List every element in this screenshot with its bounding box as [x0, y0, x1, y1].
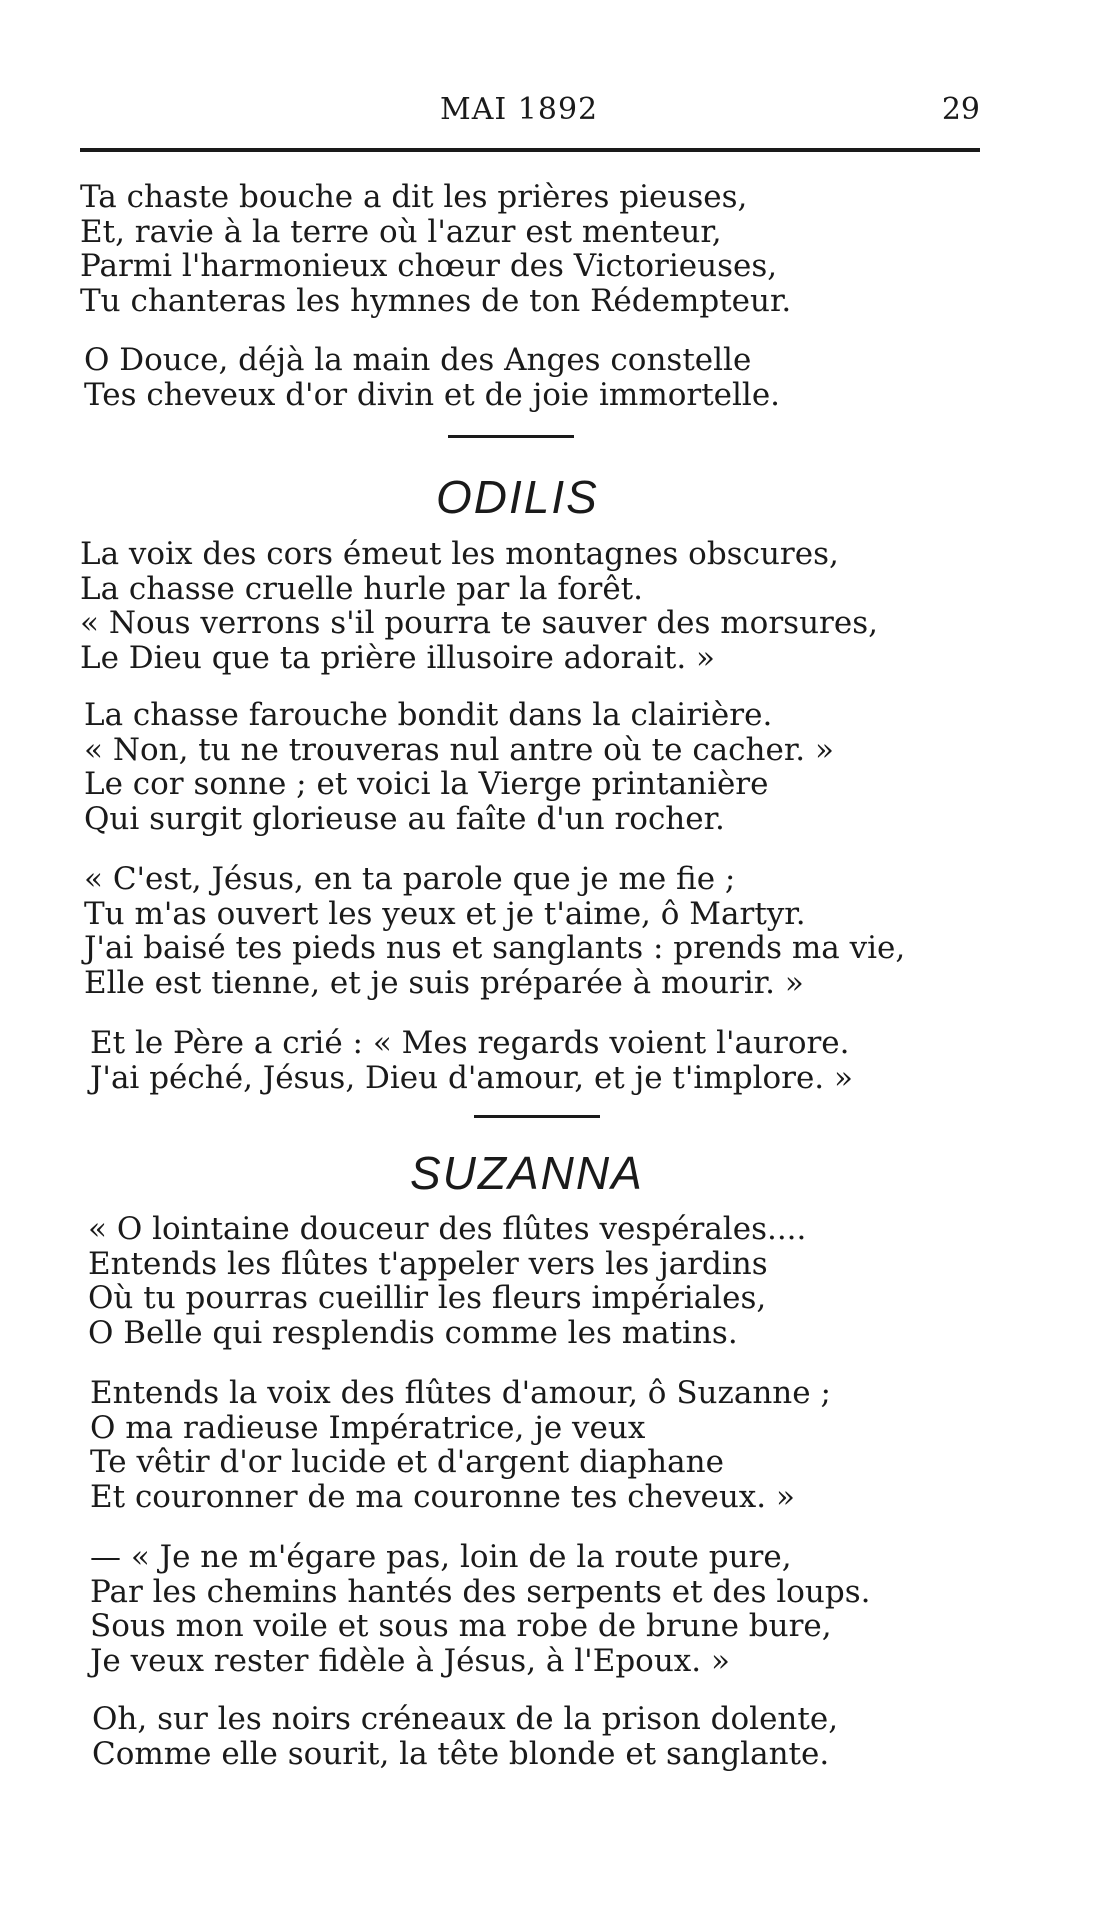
section-divider — [448, 435, 574, 438]
section-divider — [474, 1115, 600, 1118]
verse-line: « Nous verrons s'il pourra te sauver des morsures, — [80, 605, 878, 641]
poem-title-suzanna: SUZANNA — [410, 1147, 644, 1199]
stanza — [90, 1026, 1112, 1095]
stanza — [84, 862, 1112, 1000]
verse-line: — « Je ne m'égare pas, loin de la route pure, — [90, 1539, 792, 1575]
verse-line: Et couronner de ma couronne tes cheveux. » — [90, 1478, 795, 1515]
running-header — [80, 92, 980, 132]
verse-line: Ta chaste bouche a dit les prières pieuses, — [80, 179, 748, 215]
verse-line: J'ai baisé tes pieds nus et sanglants : prends ma vie, — [84, 930, 906, 966]
stanza — [80, 537, 1112, 675]
verse-line: Tes cheveux d'or divin et de joie immortelle. — [84, 376, 781, 413]
page-number: 29 — [941, 92, 980, 127]
verse-line: Tu m'as ouvert les yeux et je t'aime, ô Martyr. — [84, 895, 806, 932]
verse-line: Le cor sonne ; et voici la Vierge printanière — [84, 766, 769, 802]
verse-line: Par les chemins hantés des serpents et des loups. — [90, 1573, 871, 1610]
verse-line: Qui surgit glorieuse au faîte d'un rocher. — [84, 800, 725, 837]
poem-title-odilis: ODILIS — [436, 471, 599, 523]
stanza — [90, 1376, 1112, 1514]
stanza — [90, 1540, 1112, 1678]
stanza — [88, 1212, 1112, 1350]
verse-line: Le Dieu que ta prière illusoire adorait. » — [80, 639, 716, 676]
verse-line: Comme elle sourit, la tête blonde et sanglante. — [92, 1735, 830, 1772]
verse-line: Où tu pourras cueillir les fleurs impériales, — [88, 1280, 767, 1316]
verse-line: Elle est tienne, et je suis préparée à mourir. » — [84, 964, 804, 1001]
verse-line: La voix des cors émeut les montagnes obscures, — [80, 536, 839, 572]
verse-line: Sous mon voile et sous ma robe de brune bure, — [90, 1608, 832, 1644]
verse-line: Te vêtir d'or lucide et d'argent diaphane — [90, 1444, 724, 1480]
verse-line: O ma radieuse Impératrice, je veux — [90, 1409, 646, 1446]
verse-line: O Douce, déjà la main des Anges constelle — [84, 342, 752, 378]
verse-line: La chasse farouche bondit dans la clairière. — [84, 697, 773, 733]
verse-line: Entends la voix des flûtes d'amour, ô Suzanne ; — [90, 1375, 831, 1411]
verse-line: Oh, sur les noirs créneaux de la prison dolente, — [92, 1701, 839, 1737]
header-title: MAI 1892 — [440, 92, 599, 127]
verse-line: « Non, tu ne trouveras nul antre où te cacher. » — [84, 731, 834, 768]
verse-line: Je veux rester fidèle à Jésus, à l'Epoux. » — [90, 1642, 730, 1679]
stanza — [84, 698, 1112, 836]
verse-line: Et le Père a crié : « Mes regards voient l'aurore. — [90, 1025, 850, 1061]
stanza — [92, 1702, 1112, 1771]
header-rule — [80, 148, 980, 152]
verse-line: J'ai péché, Jésus, Dieu d'amour, et je t'implore. » — [90, 1059, 853, 1096]
stanza — [80, 180, 1112, 318]
verse-line: O Belle qui resplendis comme les matins. — [88, 1314, 738, 1351]
verse-line: Entends les flûtes t'appeler vers les jardins — [88, 1245, 768, 1282]
verse-line: « C'est, Jésus, en ta parole que je me fie ; — [84, 861, 736, 897]
verse-line: La chasse cruelle hurle par la forêt. — [80, 570, 643, 607]
verse-line: Tu chanteras les hymnes de ton Rédempteur. — [80, 282, 792, 319]
stanza — [84, 343, 1112, 412]
verse-line: Et, ravie à la terre où l'azur est menteur, — [80, 213, 722, 250]
verse-line: Parmi l'harmonieux chœur des Victorieuses, — [80, 248, 778, 284]
verse-line: « O lointaine douceur des flûtes vespérales.... — [88, 1211, 807, 1247]
